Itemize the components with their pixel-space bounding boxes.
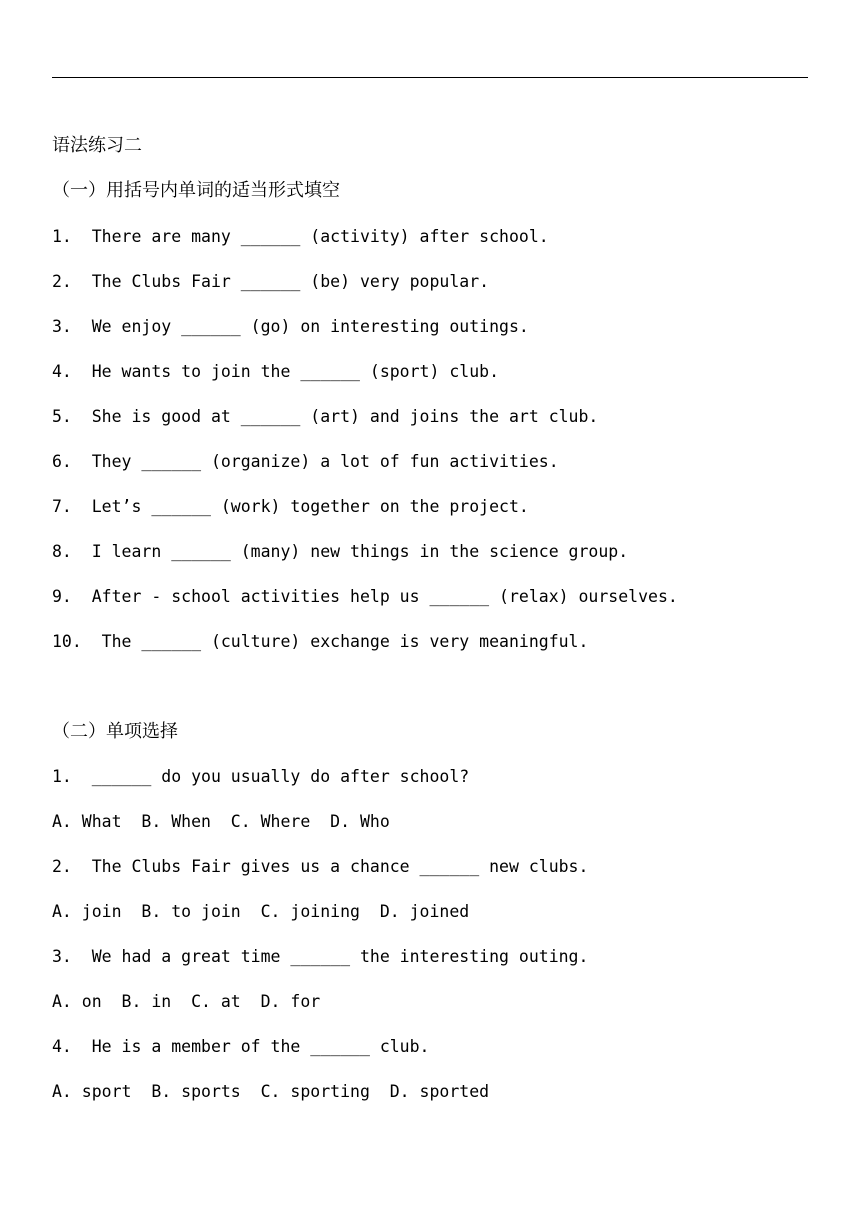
fill-blank-question-7: 7. Let’s ______ (work) together on the project. [52, 497, 529, 516]
fill-blank-question-2: 2. The Clubs Fair ______ (be) very popular. [52, 272, 490, 291]
fill-blank-question-10: 10. The ______ (culture) exchange is very meaningful. [52, 632, 589, 651]
choice-options-3: A. on B. in C. at D. for [52, 992, 321, 1011]
choice-options-4: A. sport B. sports C. sporting D. sported [52, 1082, 490, 1101]
choice-options-1: A. What B. When C. Where D. Who [52, 812, 390, 831]
header-rule [52, 77, 808, 78]
fill-blank-question-4: 4. He wants to join the ______ (sport) club. [52, 362, 500, 381]
fill-blank-question-8: 8. I learn ______ (many) new things in the science group. [52, 542, 629, 561]
choice-question-1: 1. ______ do you usually do after school? [52, 767, 470, 786]
choice-question-2: 2. The Clubs Fair gives us a chance ______ new clubs. [52, 857, 589, 876]
fill-blank-question-3: 3. We enjoy ______ (go) on interesting outings. [52, 317, 529, 336]
choice-options-2: A. join B. to join C. joining D. joined [52, 902, 470, 921]
page-title: 语法练习二 [52, 135, 142, 156]
fill-blank-question-1: 1. There are many ______ (activity) after school. [52, 227, 549, 246]
fill-blank-question-6: 6. They ______ (organize) a lot of fun activities. [52, 452, 559, 471]
choice-question-4: 4. He is a member of the ______ club. [52, 1037, 430, 1056]
choice-question-3: 3. We had a great time ______ the interesting outing. [52, 947, 589, 966]
section-1-heading: （一）用括号内单词的适当形式填空 [52, 180, 340, 201]
fill-blank-question-9: 9. After - school activities help us ______ (relax) ourselves. [52, 587, 678, 606]
fill-blank-question-5: 5. She is good at ______ (art) and joins the art club. [52, 407, 599, 426]
section-2-heading: （二）单项选择 [52, 721, 178, 742]
